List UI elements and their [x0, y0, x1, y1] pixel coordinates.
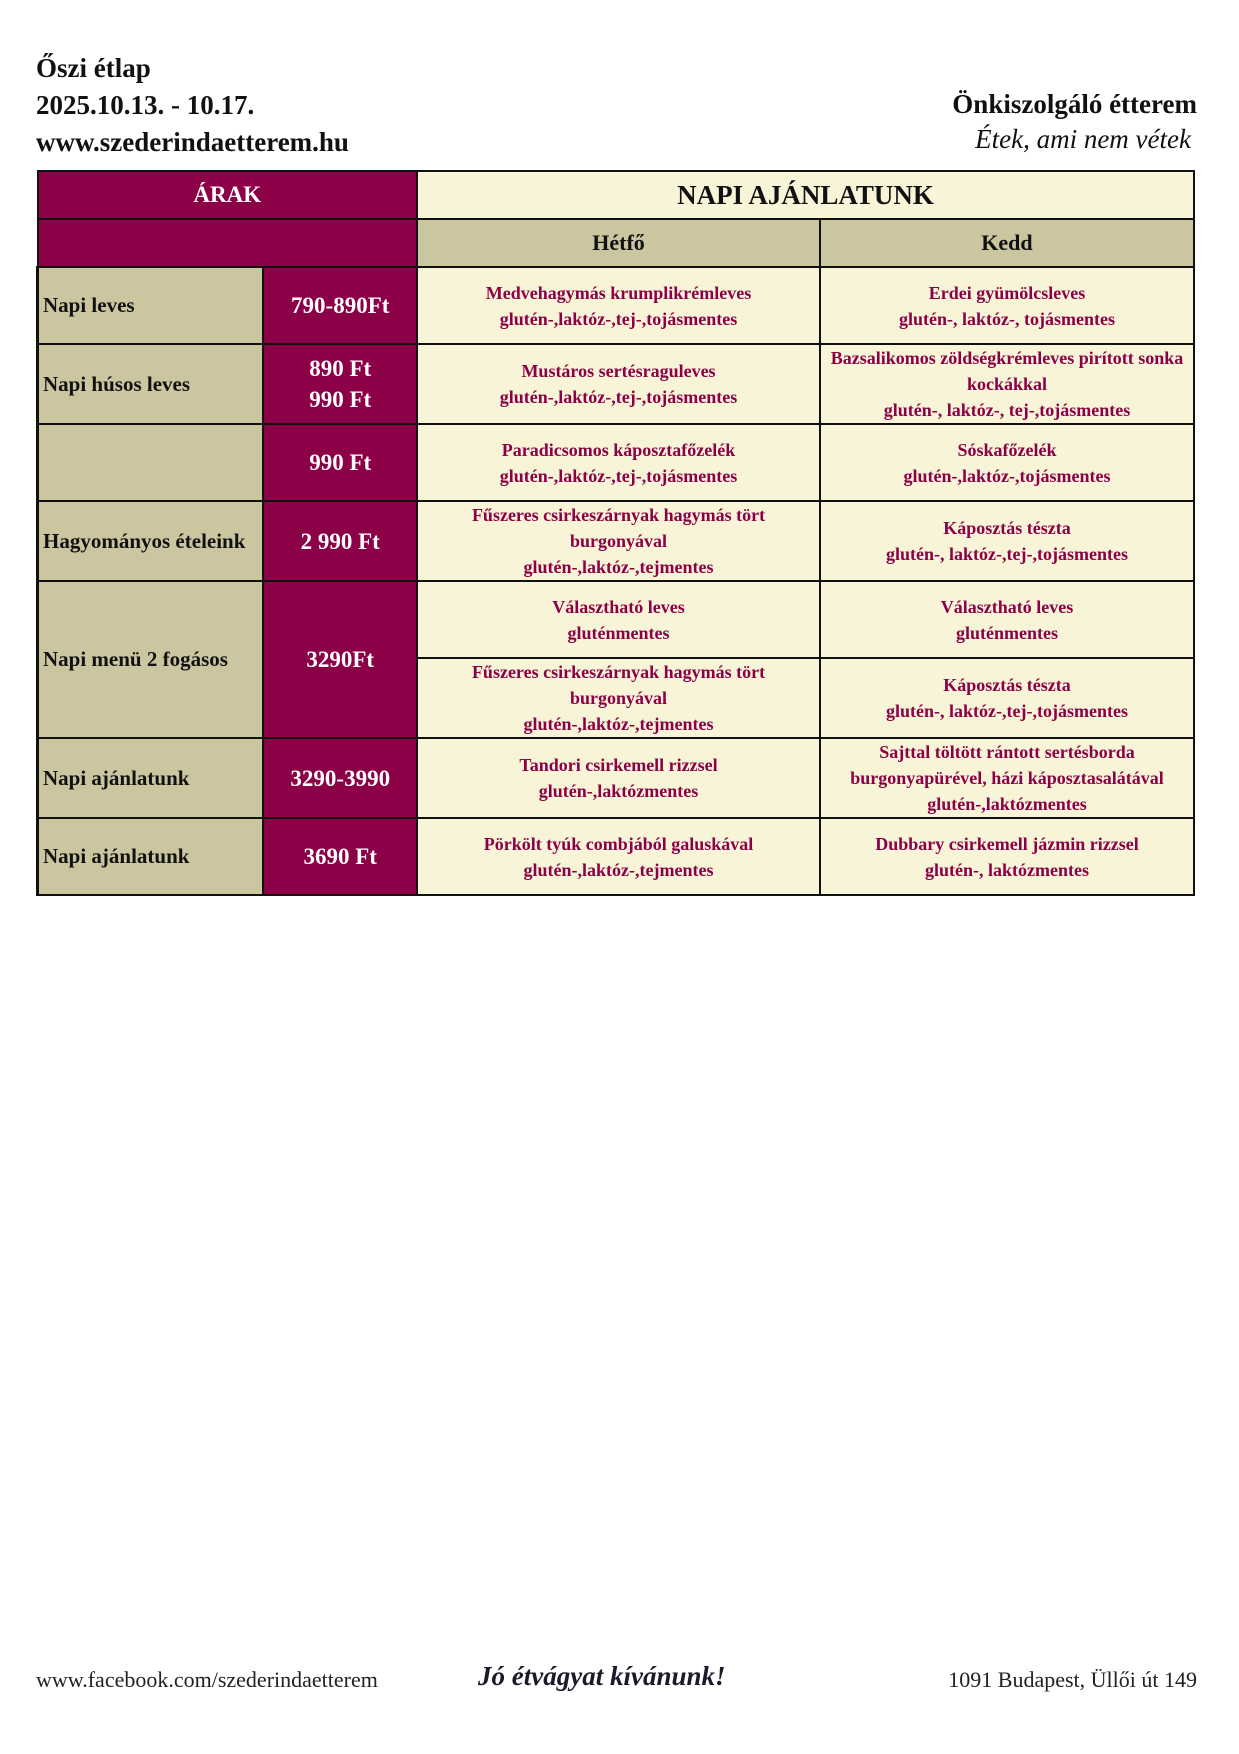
prices-header: ÁRAK	[38, 171, 418, 219]
price-line: 3690 Ft	[303, 844, 377, 869]
monday-dish	[417, 658, 820, 738]
row-category: Napi leves	[38, 267, 264, 344]
row-category: Hagyományos ételeink	[38, 501, 264, 581]
price-line: 890 Ft	[309, 356, 372, 381]
tuesday-dish	[820, 581, 1194, 658]
restaurant-type: Önkiszolgáló étterem	[952, 89, 1197, 119]
dish-allergens: glutén-,laktóz-,tejmentes	[523, 714, 714, 734]
row-category: Napi húsos leves	[38, 344, 264, 424]
tuesday-dish	[820, 344, 1194, 424]
monday-dish	[417, 267, 820, 344]
dish-allergens: glutén-, laktóz-, tej-,tojásmentes	[883, 400, 1131, 420]
tuesday-dish	[820, 658, 1194, 738]
prices-header-blank	[38, 219, 418, 267]
dish-name: Tandori csirkemell rizzsel	[519, 755, 718, 775]
dish-allergens: glutén-,laktóz-,tejmentes	[523, 557, 714, 577]
price-line: 990 Ft	[309, 387, 372, 412]
daily-offer-header: NAPI AJÁNLATUNK	[417, 171, 1194, 219]
tuesday-dish	[820, 738, 1194, 818]
table-row	[38, 818, 1195, 895]
footer-greeting: Jó étvágyat kívánunk!	[478, 1661, 726, 1691]
dish-allergens: glutén-, laktóz-,tej-,tojásmentes	[886, 544, 1128, 564]
table-row	[38, 344, 1195, 424]
price-line: 3290Ft	[306, 647, 375, 672]
table-row	[38, 267, 1195, 344]
dish-name: Káposztás tészta	[943, 518, 1071, 538]
dish-name: Sajttal töltött rántott sertésborda burgonyapürével, házi káposztasalátával	[850, 742, 1164, 788]
dish-allergens: glutén-,laktóz-,tej-,tojásmentes	[499, 465, 738, 486]
tuesday-dish	[820, 424, 1194, 501]
dish-allergens: glutén-,laktóz-,tojásmentes	[903, 465, 1111, 486]
row-price	[263, 738, 417, 818]
row-category: Napi ajánlatunk	[38, 738, 264, 818]
menu-table	[36, 170, 1195, 896]
row-category: Napi ajánlatunk	[38, 818, 264, 895]
monday-dish	[417, 738, 820, 818]
row-price	[263, 581, 417, 738]
header-right	[952, 86, 1197, 156]
table-row	[38, 738, 1195, 818]
dish-name: Káposztás tészta	[943, 675, 1071, 695]
dish-name: Medvehagymás krumplikrémleves	[485, 282, 752, 303]
row-category	[38, 424, 264, 501]
row-price	[263, 818, 417, 895]
dish-allergens: glutén-, laktóz-, tojásmentes	[899, 308, 1115, 329]
dish-name: Bazsalikomos zöldségkrémleves pirított sonka kockákkal	[830, 348, 1184, 394]
monday-dish	[417, 424, 820, 501]
monday-dish	[417, 581, 820, 658]
row-price	[263, 267, 417, 344]
address: 1091 Budapest, Üllői út 149	[948, 1667, 1197, 1692]
price-line: 3290-3990	[290, 765, 391, 791]
dish-allergens: glutén-,laktóz-,tejmentes	[523, 859, 714, 880]
header-left	[36, 50, 349, 161]
monday-dish	[417, 818, 820, 895]
dish-allergens: glutén-,laktózmentes	[927, 794, 1087, 814]
menu-dates: 2025.10.13. - 10.17.	[36, 90, 255, 120]
table-row	[38, 581, 1195, 658]
dish-allergens: glutén-,laktózmentes	[538, 781, 699, 801]
dish-name: Választható leves	[552, 596, 685, 617]
tuesday-dish	[820, 818, 1194, 895]
menu-title: Őszi étlap	[36, 53, 151, 83]
monday-dish	[417, 344, 820, 424]
facebook-link[interactable]: www.facebook.com/szederindaetterem	[36, 1667, 378, 1692]
price-line: 790-890Ft	[291, 293, 390, 318]
dish-allergens: gluténmentes	[567, 622, 670, 643]
dish-allergens: glutén-,laktóz-,tej-,tojásmentes	[499, 308, 738, 329]
dish-name: Mustáros sertésraguleves	[521, 361, 716, 381]
dish-name: Választható leves	[940, 596, 1074, 617]
dish-allergens: glutén-, laktóz-,tej-,tojásmentes	[886, 701, 1128, 721]
price-line: 2 990 Ft	[300, 528, 380, 554]
day-header-monday: Hétfő	[417, 219, 820, 267]
dish-name: Dubbary csirkemell jázmin rizzsel	[875, 833, 1139, 854]
price-line: 990 Ft	[309, 450, 372, 475]
table-row	[38, 424, 1195, 501]
row-price	[263, 424, 417, 501]
dish-name: Sóskafőzelék	[957, 439, 1057, 460]
monday-dish	[417, 501, 820, 581]
dish-allergens: glutén-, laktózmentes	[924, 859, 1089, 880]
dish-allergens: gluténmentes	[955, 622, 1058, 643]
website-link[interactable]: www.szederindaetterem.hu	[36, 127, 349, 157]
dish-name: Paradicsomos káposztafőzelék	[501, 439, 736, 460]
dish-name: Fűszeres csirkeszárnyak hagymás tört burgonyával	[471, 505, 766, 551]
tuesday-dish	[820, 267, 1194, 344]
dish-name: Pörkölt tyúk combjából galuskával	[483, 833, 754, 854]
row-price	[263, 344, 417, 424]
tuesday-dish	[820, 501, 1194, 581]
row-category: Napi menü 2 fogásos	[38, 581, 264, 738]
table-row	[38, 501, 1195, 581]
dish-name: Erdei gyümölcsleves	[928, 282, 1086, 303]
row-price	[263, 501, 417, 581]
dish-name: Fűszeres csirkeszárnyak hagymás tört burgonyával	[471, 662, 766, 708]
slogan: Étek, ami nem vétek	[975, 124, 1191, 154]
dish-allergens: glutén-,laktóz-,tej-,tojásmentes	[499, 387, 738, 407]
day-header-tuesday: Kedd	[820, 219, 1194, 267]
